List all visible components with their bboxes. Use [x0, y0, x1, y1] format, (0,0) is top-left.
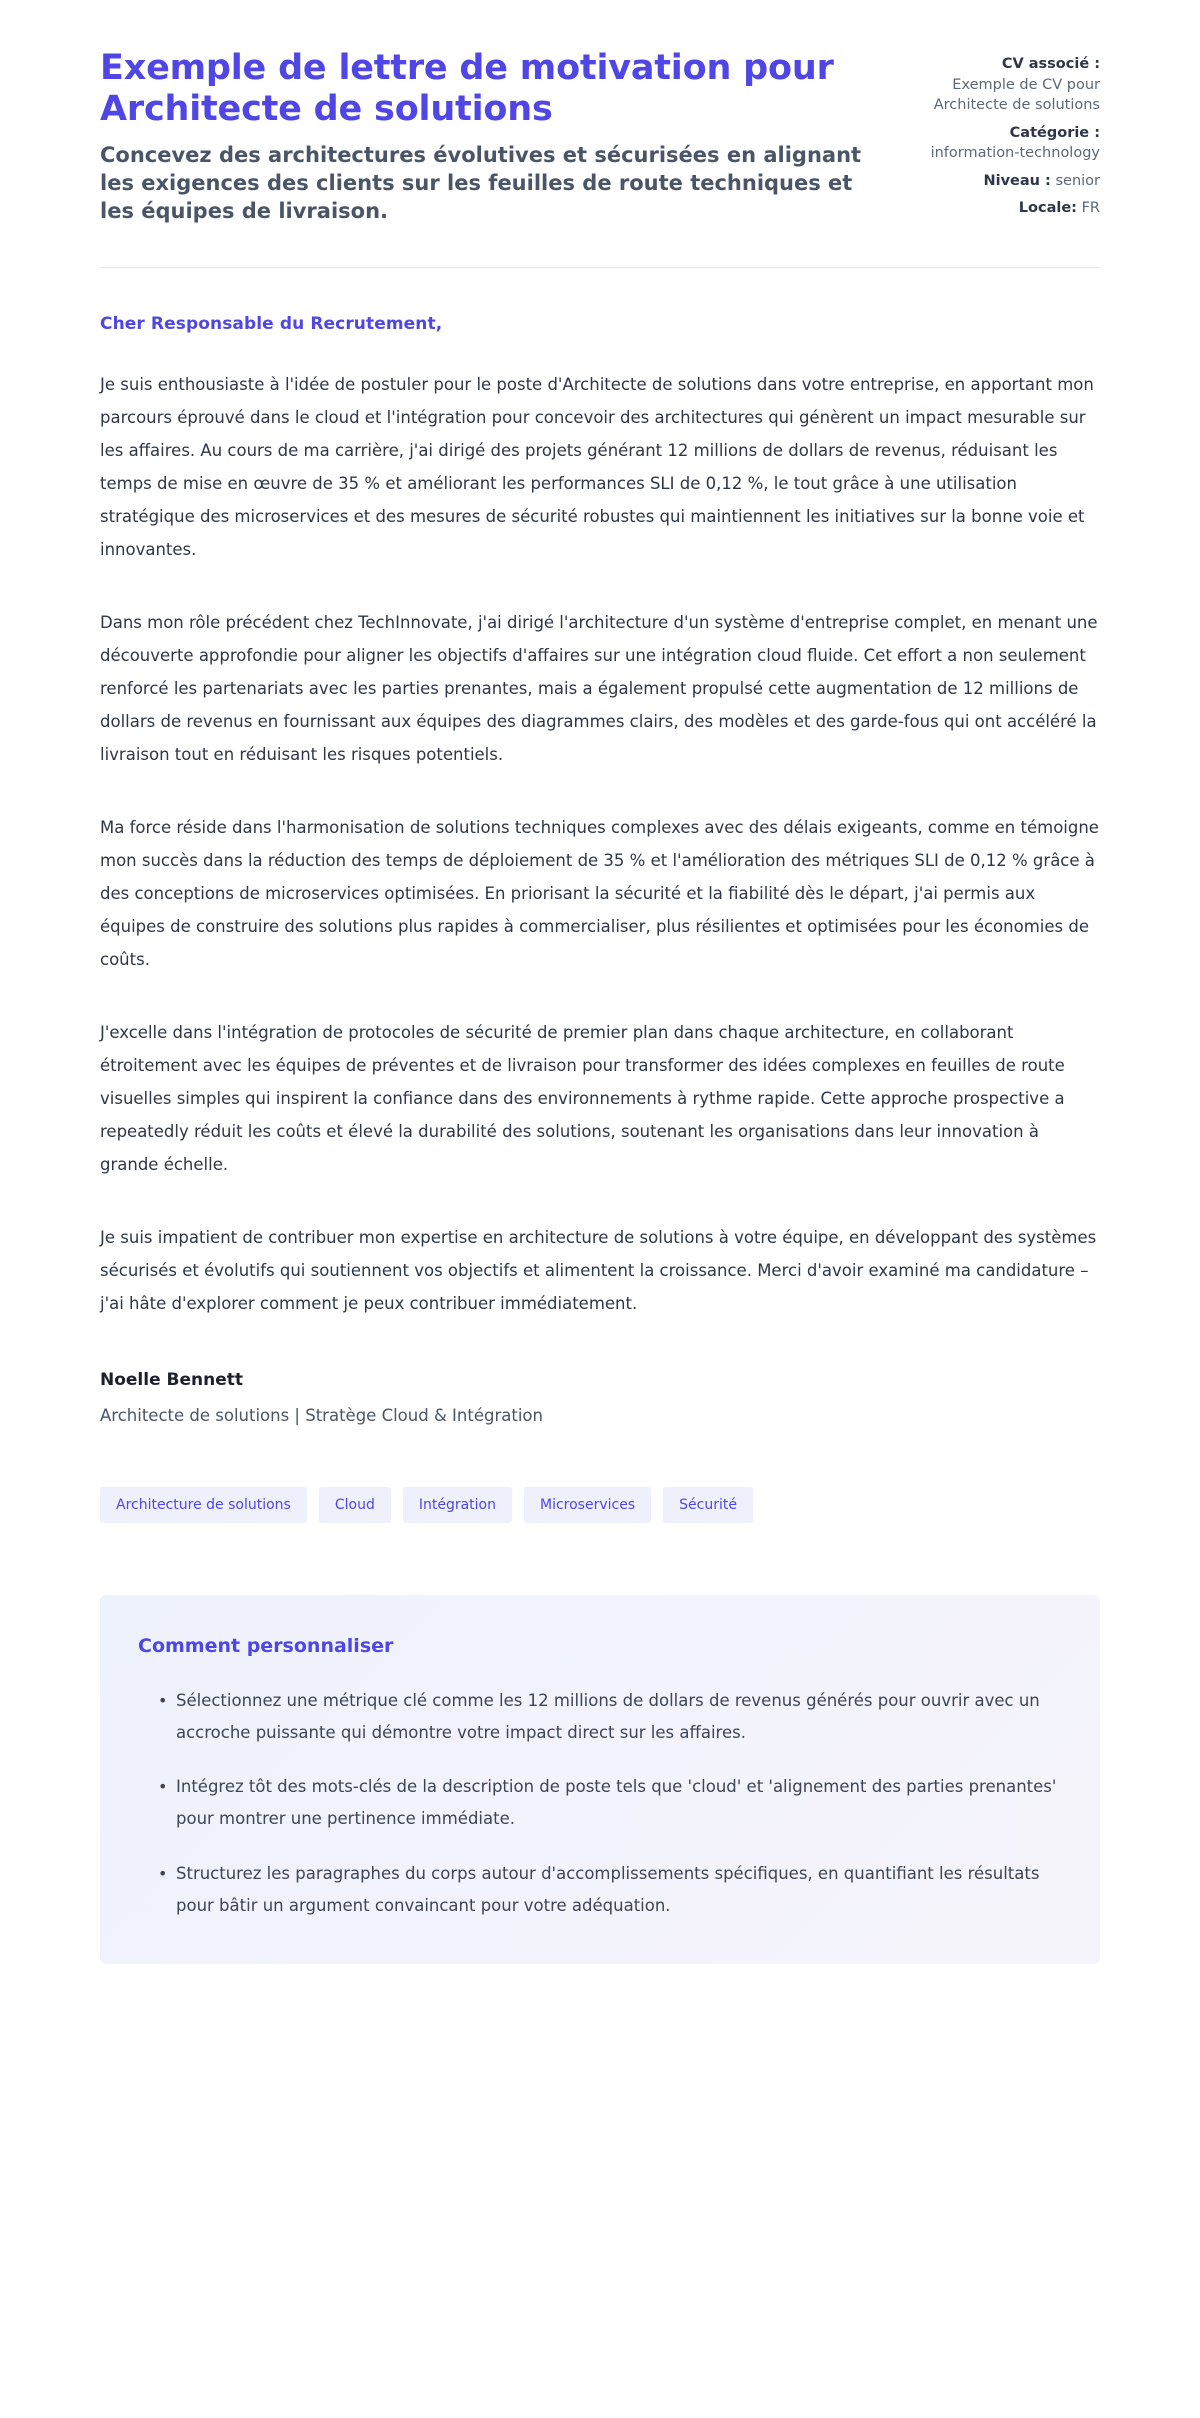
meta-associated-resume-value: Exemple de CV pour Architecte de solutions [933, 76, 1100, 114]
letter-paragraph: Dans mon rôle précédent chez TechInnovate, j'ai dirigé l'architecture d'un système d'entreprise complet, en menant une découverte approfondie pour aligner les objectifs d'affaires sur une intégration cloud fluide. Cet effort a non seulement renforcé les partenariats avec les parties prenantes, mais a également propulsé cette augmentation de 12 millions de dollars de revenus en fournissant aux équipes des diagrammes clairs, des modèles et des garde-fous qui ont accéléré la livraison tout en réduisant les risques potentiels. [100, 612, 1098, 764]
tag-chip[interactable]: Architecture de solutions [100, 1487, 307, 1523]
page-subtitle: Concevez des architectures évolutives et sécurisées en alignant les exigences des clients sur les feuilles de route techniques et les équipes de livraison. [100, 142, 862, 223]
tag-chip[interactable]: Cloud [319, 1487, 391, 1523]
meta-locale-label: Locale: [1018, 200, 1077, 217]
meta-level-value: senior [1055, 172, 1100, 189]
letter-paragraph: Je suis enthousiaste à l'idée de postuler pour le poste d'Architecte de solutions dans votre entreprise, en apportant mon parcours éprouvé dans le cloud et l'intégration pour concevoir des architectures qui génèrent un impact mesurable sur les affaires. Au cours de ma carrière, j'ai dirigé des projets générant 12 millions de dollars de revenus, réduisant les temps de mise en œuvre de 35 % et améliorant les performances SLI de 0,12 %, le tout grâce à une utilisation stratégique des microservices et des mesures de sécurité robustes qui maintiennent les initiatives sur la bonne voie et innovantes. [100, 374, 1094, 559]
customization-callout [100, 1595, 1100, 1964]
signature-role: Architecte de solutions | Stratège Cloud & Intégration [100, 1405, 543, 1425]
meta-locale [915, 198, 1100, 219]
meta-category-label: Catégorie : [1009, 124, 1100, 141]
meta-level-label: Niveau : [983, 172, 1051, 189]
header-title-group [100, 48, 870, 225]
tag-chip[interactable]: Microservices [524, 1487, 651, 1523]
letter-body [100, 268, 1100, 1425]
page-header [100, 0, 1100, 225]
tag-chip[interactable]: Intégration [403, 1487, 512, 1523]
callout-title: Comment personnaliser [138, 1634, 394, 1657]
signature-name: Noelle Bennett [100, 1369, 244, 1390]
callout-tip-item: • Structurez les paragraphes du corps autour d'accomplissements spécifiques, en quantifiant les résultats pour bâtir un argument convaincant pour votre adéquation. [158, 1858, 1062, 1922]
document-metadata [915, 48, 1100, 219]
meta-level [915, 171, 1100, 192]
callout-tip-item: • Sélectionnez une métrique clé comme les 12 millions de dollars de revenus générés pour ouvrir avec un accroche puissante qui démontre votre impact direct sur les affaires. [158, 1685, 1062, 1749]
callout-tip-list [138, 1685, 1062, 1922]
meta-associated-resume-label: CV associé : [1001, 56, 1100, 72]
tag-chip[interactable]: Sécurité [663, 1487, 753, 1523]
meta-associated-resume [915, 54, 1100, 116]
page-title: Exemple de lettre de motivation pour Architecte de solutions [100, 48, 834, 130]
tag-list [100, 1487, 1100, 1523]
letter-paragraph: J'excelle dans l'intégration de protocoles de sécurité de premier plan dans chaque architecture, en collaborant étroitement avec les équipes de préventes et de livraison pour transformer des idées complexes en feuilles de route visuelles simples qui inspirent la confiance dans des environnements à rythme rapide. Cette approche prospective a repeatedly réduit les coûts et élevé la durabilité des solutions, soutenant les organisations dans leur innovation à grande échelle. [100, 1022, 1065, 1174]
meta-category-value: information-technology [930, 145, 1100, 162]
callout-tip-item: • Intégrez tôt des mots-clés de la description de poste tels que 'cloud' et 'alignement des parties prenantes' pour montrer une pertinence immédiate. [158, 1771, 1062, 1835]
letter-paragraph: Je suis impatient de contribuer mon expertise en architecture de solutions à votre équipe, en développant des systèmes sécurisés et évolutifs qui soutiennent vos objectifs et alimentent la croissance. Merci d'avoir examiné ma candidature – j'ai hâte d'explorer comment je peux contribuer immédiatement. [100, 1227, 1097, 1313]
letter-salutation: Cher Responsable du Recrutement, [100, 313, 443, 334]
letter-paragraph: Ma force réside dans l'harmonisation de solutions techniques complexes avec des délais exigeants, comme en témoigne mon succès dans la réduction des temps de déploiement de 35 % et l'amélioration des métriques SLI de 0,12 % grâce à des conceptions de microservices optimisées. En priorisant la sécurité et la fiabilité dès le départ, j'ai permis aux équipes de construire des solutions plus rapides à commercialiser, plus résilientes et optimisées pour les économies de coûts. [100, 817, 1099, 969]
letter-signature [100, 1370, 1100, 1425]
meta-category [915, 123, 1100, 164]
meta-locale-value: FR [1081, 200, 1100, 217]
